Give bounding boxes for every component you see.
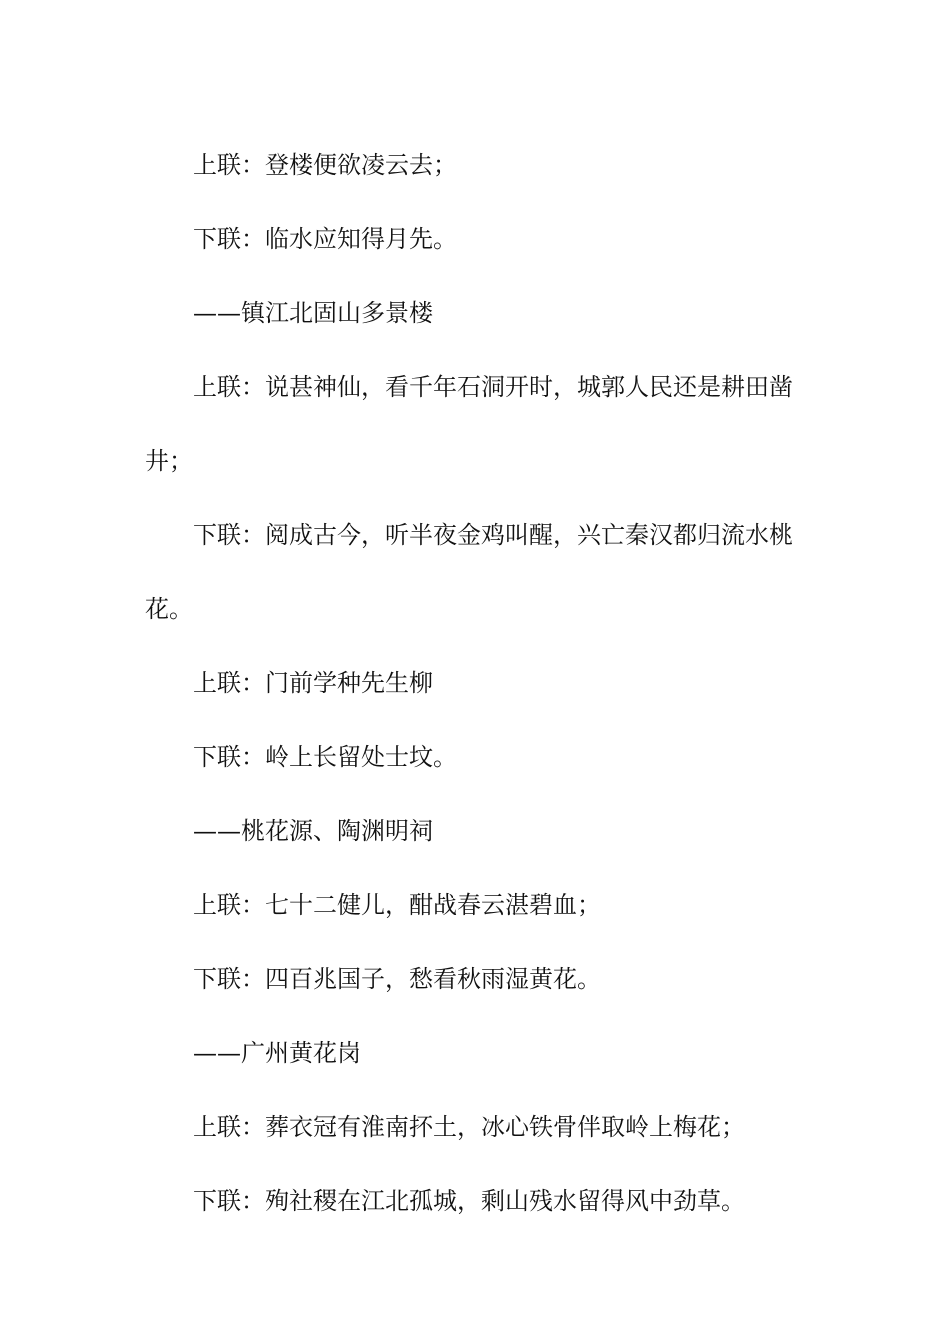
couplet-line: 下联：岭上长留处士坟。 — [193, 743, 457, 771]
location-caption: ——广州黄花岗 — [193, 1039, 361, 1067]
couplet-line: 下联：四百兆国子，愁看秋雨湿黄花。 — [193, 965, 601, 993]
couplet-line: 下联：阅成古今，听半夜金鸡叫醒，兴亡秦汉都归流水桃花。 — [145, 521, 793, 623]
couplet-text-block — [145, 128, 805, 1238]
couplet-line: 上联：葬衣冠有淮南抔土，冰心铁骨伴取岭上梅花； — [193, 1113, 745, 1141]
couplet-line: 下联：临水应知得月先。 — [193, 225, 457, 253]
location-caption: ——镇江北固山多景楼 — [193, 299, 433, 327]
location-caption: ——桃花源、陶渊明祠 — [193, 817, 433, 845]
couplet-line: 上联：七十二健儿，酣战春云湛碧血； — [193, 891, 601, 919]
couplet-line: 上联：登楼便欲凌云去； — [193, 151, 457, 179]
couplet-line: 上联：门前学种先生柳 — [193, 669, 433, 697]
couplet-line: 上联：说甚神仙，看千年石洞开时，城郭人民还是耕田凿井； — [145, 373, 793, 475]
couplet-line: 下联：殉社稷在江北孤城，剩山残水留得风中劲草。 — [193, 1187, 745, 1215]
